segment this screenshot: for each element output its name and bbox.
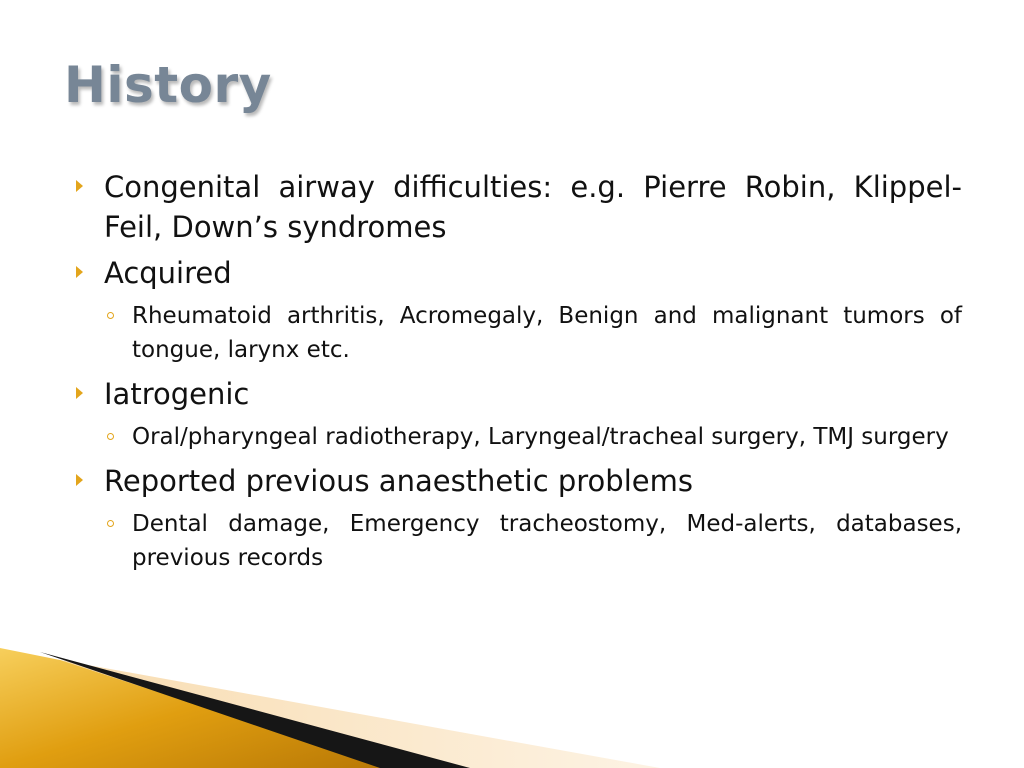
triangle-bullet-icon bbox=[76, 387, 83, 399]
decorative-swoosh bbox=[0, 638, 1024, 768]
circle-bullet-icon bbox=[107, 520, 114, 527]
sub-bullet-text: Dental damage, Emergency tracheostomy, Med-alerts, databases, previous records bbox=[132, 511, 962, 571]
triangle-bullet-icon bbox=[76, 266, 83, 278]
sub-bullet-item bbox=[74, 299, 962, 367]
bullet-text: Iatrogenic bbox=[104, 377, 250, 411]
circle-bullet-icon bbox=[107, 312, 114, 319]
slide-title: History bbox=[64, 56, 272, 114]
circle-bullet-icon bbox=[107, 433, 114, 440]
bullet-list bbox=[74, 167, 962, 582]
triangle-bullet-icon bbox=[76, 474, 83, 486]
bullet-text: Congenital airway difficulties: e.g. Pierre Robin, Klippel-Feil, Down’s syndromes bbox=[104, 170, 962, 244]
triangle-bullet-icon bbox=[76, 180, 83, 192]
bullet-item bbox=[74, 374, 962, 414]
sub-bullet-text: Oral/pharyngeal radiotherapy, Laryngeal/tracheal surgery, TMJ surgery bbox=[132, 424, 949, 450]
sub-bullet-text: Rheumatoid arthritis, Acromegaly, Benign and malignant tumors of tongue, larynx etc. bbox=[132, 303, 962, 363]
sub-bullet-item bbox=[74, 507, 962, 575]
sub-bullet-item bbox=[74, 420, 962, 454]
bullet-text: Reported previous anaesthetic problems bbox=[104, 464, 693, 498]
bullet-item bbox=[74, 167, 962, 247]
bullet-text: Acquired bbox=[104, 256, 232, 290]
bullet-item bbox=[74, 253, 962, 293]
bullet-item bbox=[74, 461, 962, 501]
